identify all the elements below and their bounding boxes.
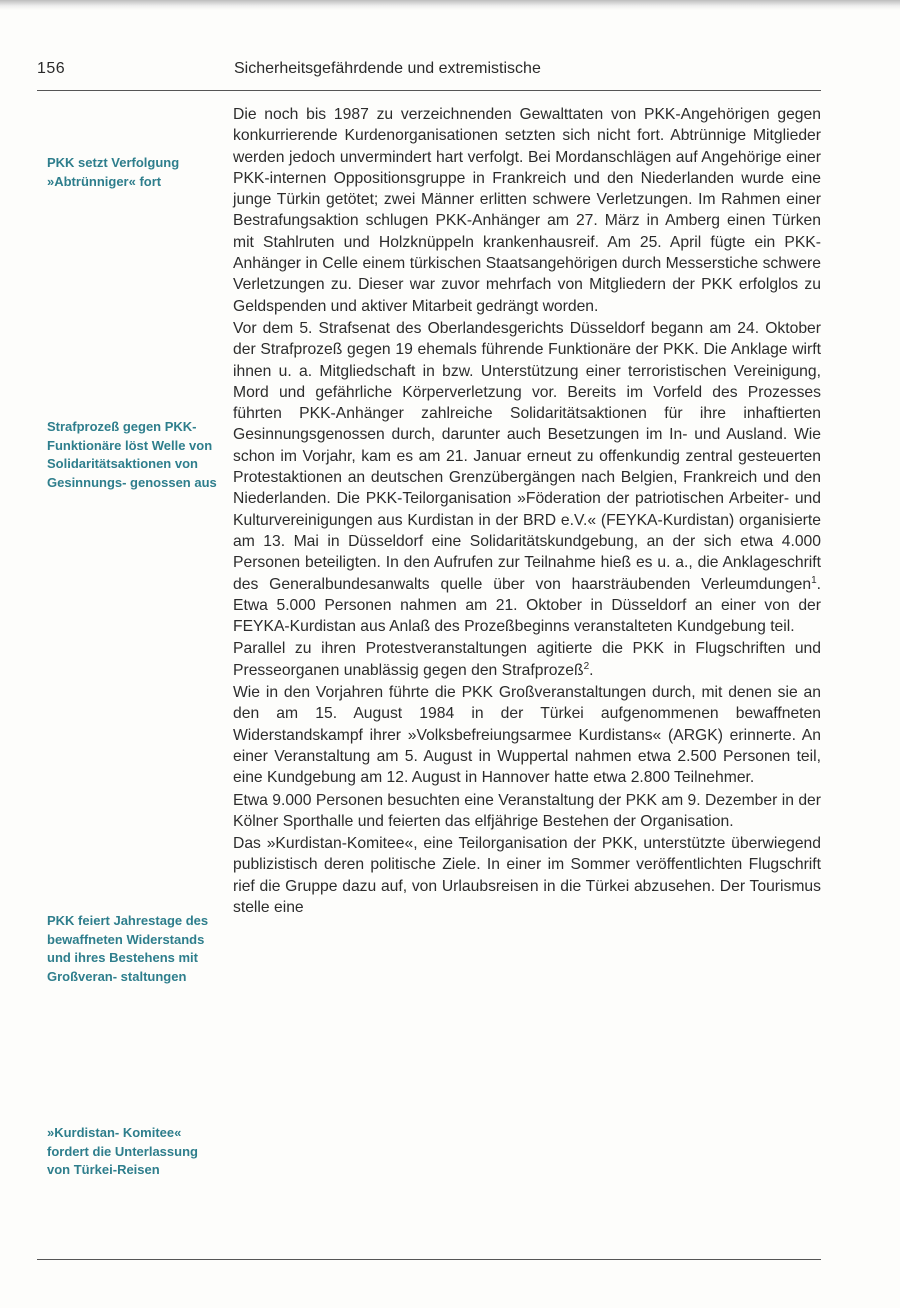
paragraph-koeln: Etwa 9.000 Personen besuchten eine Veranstaltung der PKK am 9. Dezember in der Kölner Sporthalle und feierten das elfjährige Bestehen der Organisation.: [233, 791, 821, 830]
header-rule: [37, 90, 821, 91]
page-number: 156: [37, 60, 66, 77]
sidenote-strafprozess: Strafprozeß gegen PKK-Funktionäre löst Welle von Solidaritätsaktionen von Gesinnungs- genossen aus: [47, 419, 217, 490]
sidenote-jahrestage: PKK feiert Jahrestage des bewaffneten Widerstands und ihres Bestehens mit Großveran- staltungen: [47, 913, 209, 984]
footer-rule: [37, 1259, 821, 1260]
footnote-ref-1: 1: [811, 574, 817, 586]
paragraph-grossveranstaltungen: Wie in den Vorjahren führte die PKK Großveranstaltungen durch, mit denen sie an den am 15. August 1984 in der Türkei aufgenommenen bewaffneten Widerstandskampf ihrer »Volksbefreiungsarmee Kurdistans« (ARGK) erinnerte. An einer Veranstaltung am 5. August in Wuppertal nahmen etwa 2.500 Personen teil, eine Kundgebung am 12. August in Hannover hatte etwa 2.800 Teilnehmer.: [233, 684, 821, 787]
body-text: [233, 104, 821, 919]
scan-edge: [0, 0, 900, 10]
sidenote-kurdistan-komitee: »Kurdistan- Komitee« fordert die Unterlassung von Türkei-Reisen: [47, 1125, 198, 1177]
paragraph-strafprozess: Vor dem 5. Strafsenat des Oberlandesgerichts Düsseldorf begann am 24. Oktober der Strafprozeß gegen 19 ehemals führende Funktionäre der PKK. Die Anklage wirft ihnen u. a. Mitgliedschaft in bzw. Unterstützung einer terroristischen Vereinigung, Mord und gefährliche Körperverletzung vor. Bereits im Vorfeld des Prozesses führten PKK-Anhänger zahlreiche Solidaritätsaktionen für ihre inhaftierten Gesinnungsgenossen durch, darunter auch Besetzungen im In- und Ausland. Wie schon im Vorjahr, kam es am 21. Januar erneut zu offenkundig zentral gesteuerten Protestaktionen an deutschen Grenzübergängen nach Belgien, Frankreich und den Niederlanden. Die PKK-Teilorganisation »Föderation der patriotischen Arbeiter- und Kulturvereinigungen aus Kurdistan in der BRD e.V.« (FEYKA-Kurdistan) organisierte am 13. Mai in Düsseldorf eine Solidaritätskundgebung, an der sich etwa 4.000 Personen beteiligten. In den Aufrufen zur Teilnahme hieß es u. a., die Anklageschrift des Generalbundesanwalts quelle über von haarsträubenden Verleumdungen$^1$. Etwa 5.000 Personen nahmen am 21. Oktober in Düsseldorf an einer von der FEYKA-Kurdistan aus Anlaß des Prozeßbeginns veranstalteten Kundgebung teil.: [233, 319, 821, 636]
paragraph-gewalttaten: Die noch bis 1987 zu verzeichnenden Gewalttaten von PKK-Angehörigen gegen konkurrierende Kurdenorganisationen setzten sich nicht fort. Abtrünnige Mitglieder werden jedoch unvermindert hart verfolgt. Bei Mordanschlägen auf Angehörige einer PKK-internen Oppositionsgruppe in Frankreich und den Niederlanden wurde eine junge Türkin getötet; zwei Männer erlitten schwere Verletzungen. Im Rahmen einer Bestrafungsaktion schlugen PKK-Anhänger am 27. März in Amberg einen Türken mit Stahlruten und Holzknüppeln krankenhausreif. Am 25. April fügte ein PKK-Anhänger in Celle einem türkischen Staatsangehörigen durch Messerstiche schwere Verletzungen zu. Dieser war zuvor mehrfach von Mitgliedern der PKK erfolglos zu Geldspenden und aktiver Mitarbeit gedrängt worden.: [233, 106, 821, 315]
paragraph-kurdistan-komitee: Das »Kurdistan-Komitee«, eine Teilorganisation der PKK, unterstützte überwiegend publizistisch deren politische Ziele. In einer im Sommer veröffentlichten Flugschrift rief die Gruppe dazu auf, von Urlaubsreisen in die Türkei abzusehen. Der Tourismus stelle eine: [233, 835, 821, 916]
footnote-ref-2: 2: [583, 660, 590, 672]
running-title: Sicherheitsgefährdende und extremistische: [234, 60, 541, 77]
paragraph-agitation: Parallel zu ihren Protestveranstaltungen agitierte die PKK in Flugschriften und Presseorganen unablässig gegen den Strafprozeß$^2$.: [233, 640, 821, 679]
page-header: [37, 60, 821, 86]
sidenote-verfolgung: PKK setzt Verfolgung »Abtrünniger« fort: [47, 155, 180, 189]
